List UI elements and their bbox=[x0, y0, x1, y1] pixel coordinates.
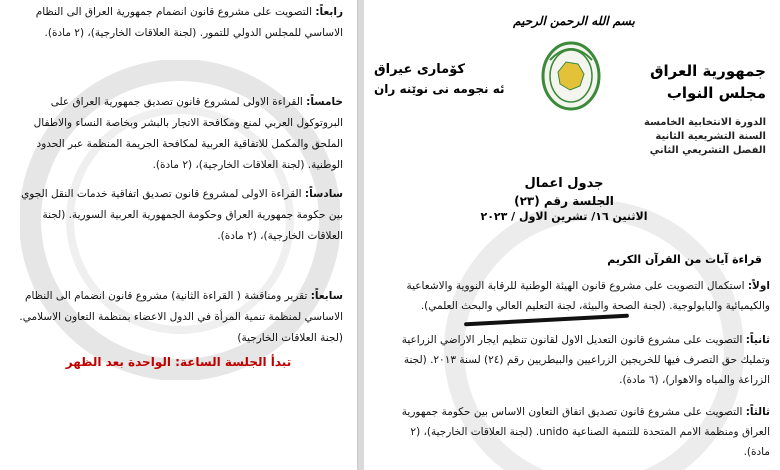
kurdish-title-2: ئه نجومه نی نوێنه ران bbox=[374, 82, 505, 96]
electoral-term: الدورة الانتخابية الخامسة bbox=[644, 117, 766, 128]
agenda-item-4: رابعاً: التصويت على مشروع قانون انضمام جمهورية العراق الى النظام الاساسي للمجلس الدولي للتمور. (لجنة العلاقات الخارجية)، (٢ مادة). bbox=[35, 6, 343, 39]
agenda-item-1: اولاً: استكمال التصويت على مشروع قانون الهيئة الوطنية للرقابة النووية والاشعاعية والكيميائية والبايولوجية. (لجنة الصحة والبيئة، لجنة التعليم العالي والبحث العلمي). bbox=[406, 280, 770, 312]
agenda-item-7: سابعاً: تقرير ومناقشة ( القراءة الثانية) مشروع قانون انضمام الى النظام الاساسي لمنظمة تنمية المرأة في الدول الاعضاء بمنظمة التعاون الاسلامي. (لجنة العلاقات الخارجية) bbox=[19, 290, 343, 344]
basmala: بسم الله الرحمن الرحيم bbox=[513, 14, 635, 28]
legislative-year: السنة التشريعية الثانية bbox=[655, 131, 766, 142]
session-number: الجلسة رقم (٢٣) bbox=[514, 194, 614, 208]
legislative-chapter: الفصل التشريعي الثاني bbox=[649, 145, 766, 156]
agenda-item-2: ثانياً: التصويت على مشروع قانون التعديل الاول لقانون تنظيم ايجار الاراضي الزراعية وتمليك حق التصرف فيها للخريجين الزراعيين والبيطريين رقم (٢٤) لسنة ٢٠١٣. (لجنة الزراعة والمياه والاهوار)، (٦ مادة). bbox=[401, 334, 770, 386]
agenda-item-3: ثالثاً: التصويت على مشروع قانون تصديق اتفاق التعاون الاساس بين حكومة جمهورية العراق ومنظمة الامم المتحدة للتنمية الصناعية unido. (لجنة العلاقات الخارجية)، (٢ مادة). bbox=[401, 406, 770, 458]
republic-title: جمهورية العراق bbox=[650, 62, 766, 80]
session-start-time: تبدأ الجلسة الساعة: الواحدة بعد الظهر bbox=[65, 355, 292, 369]
agenda-title: جدول اعمال bbox=[524, 176, 604, 191]
agenda-item-6: سادساً: القراءة الاولى لمشروع قانون تصديق اتفاقية خدمات النقل الجوي بين حكومة جمهورية العراق وحكومة الجمهورية العربية السورية. (لجنة العلاقات الخارجية)، (٢ مادة). bbox=[21, 188, 343, 242]
quran-reading: قراءة آيات من القرآن الكريم bbox=[607, 253, 762, 266]
agenda-item-5: خامساً: القراءة الاولى لمشروع قانون تصديق جمهورية العراق على البروتوكول العربي لمنع ومكافحة الاتجار بالبشر وبخاصة النساء والاطفال الملحق والمكمل للاتفاقية العربية لمكافحة الجريمة المنظمة عبر الحدود الوطنية. (لجنة العلاقات الخارجية)، (٢ مادة). bbox=[33, 96, 343, 171]
session-date: الاثنين ١٦/ تشرين الاول / ٢٠٢٣ bbox=[480, 210, 648, 223]
council-title: مجلس النواب bbox=[666, 84, 766, 102]
parliament-emblem-icon bbox=[540, 40, 602, 112]
left-page bbox=[0, 0, 358, 470]
right-page bbox=[364, 0, 780, 470]
kurdish-title-1: كۆماری عیراق bbox=[374, 62, 465, 77]
